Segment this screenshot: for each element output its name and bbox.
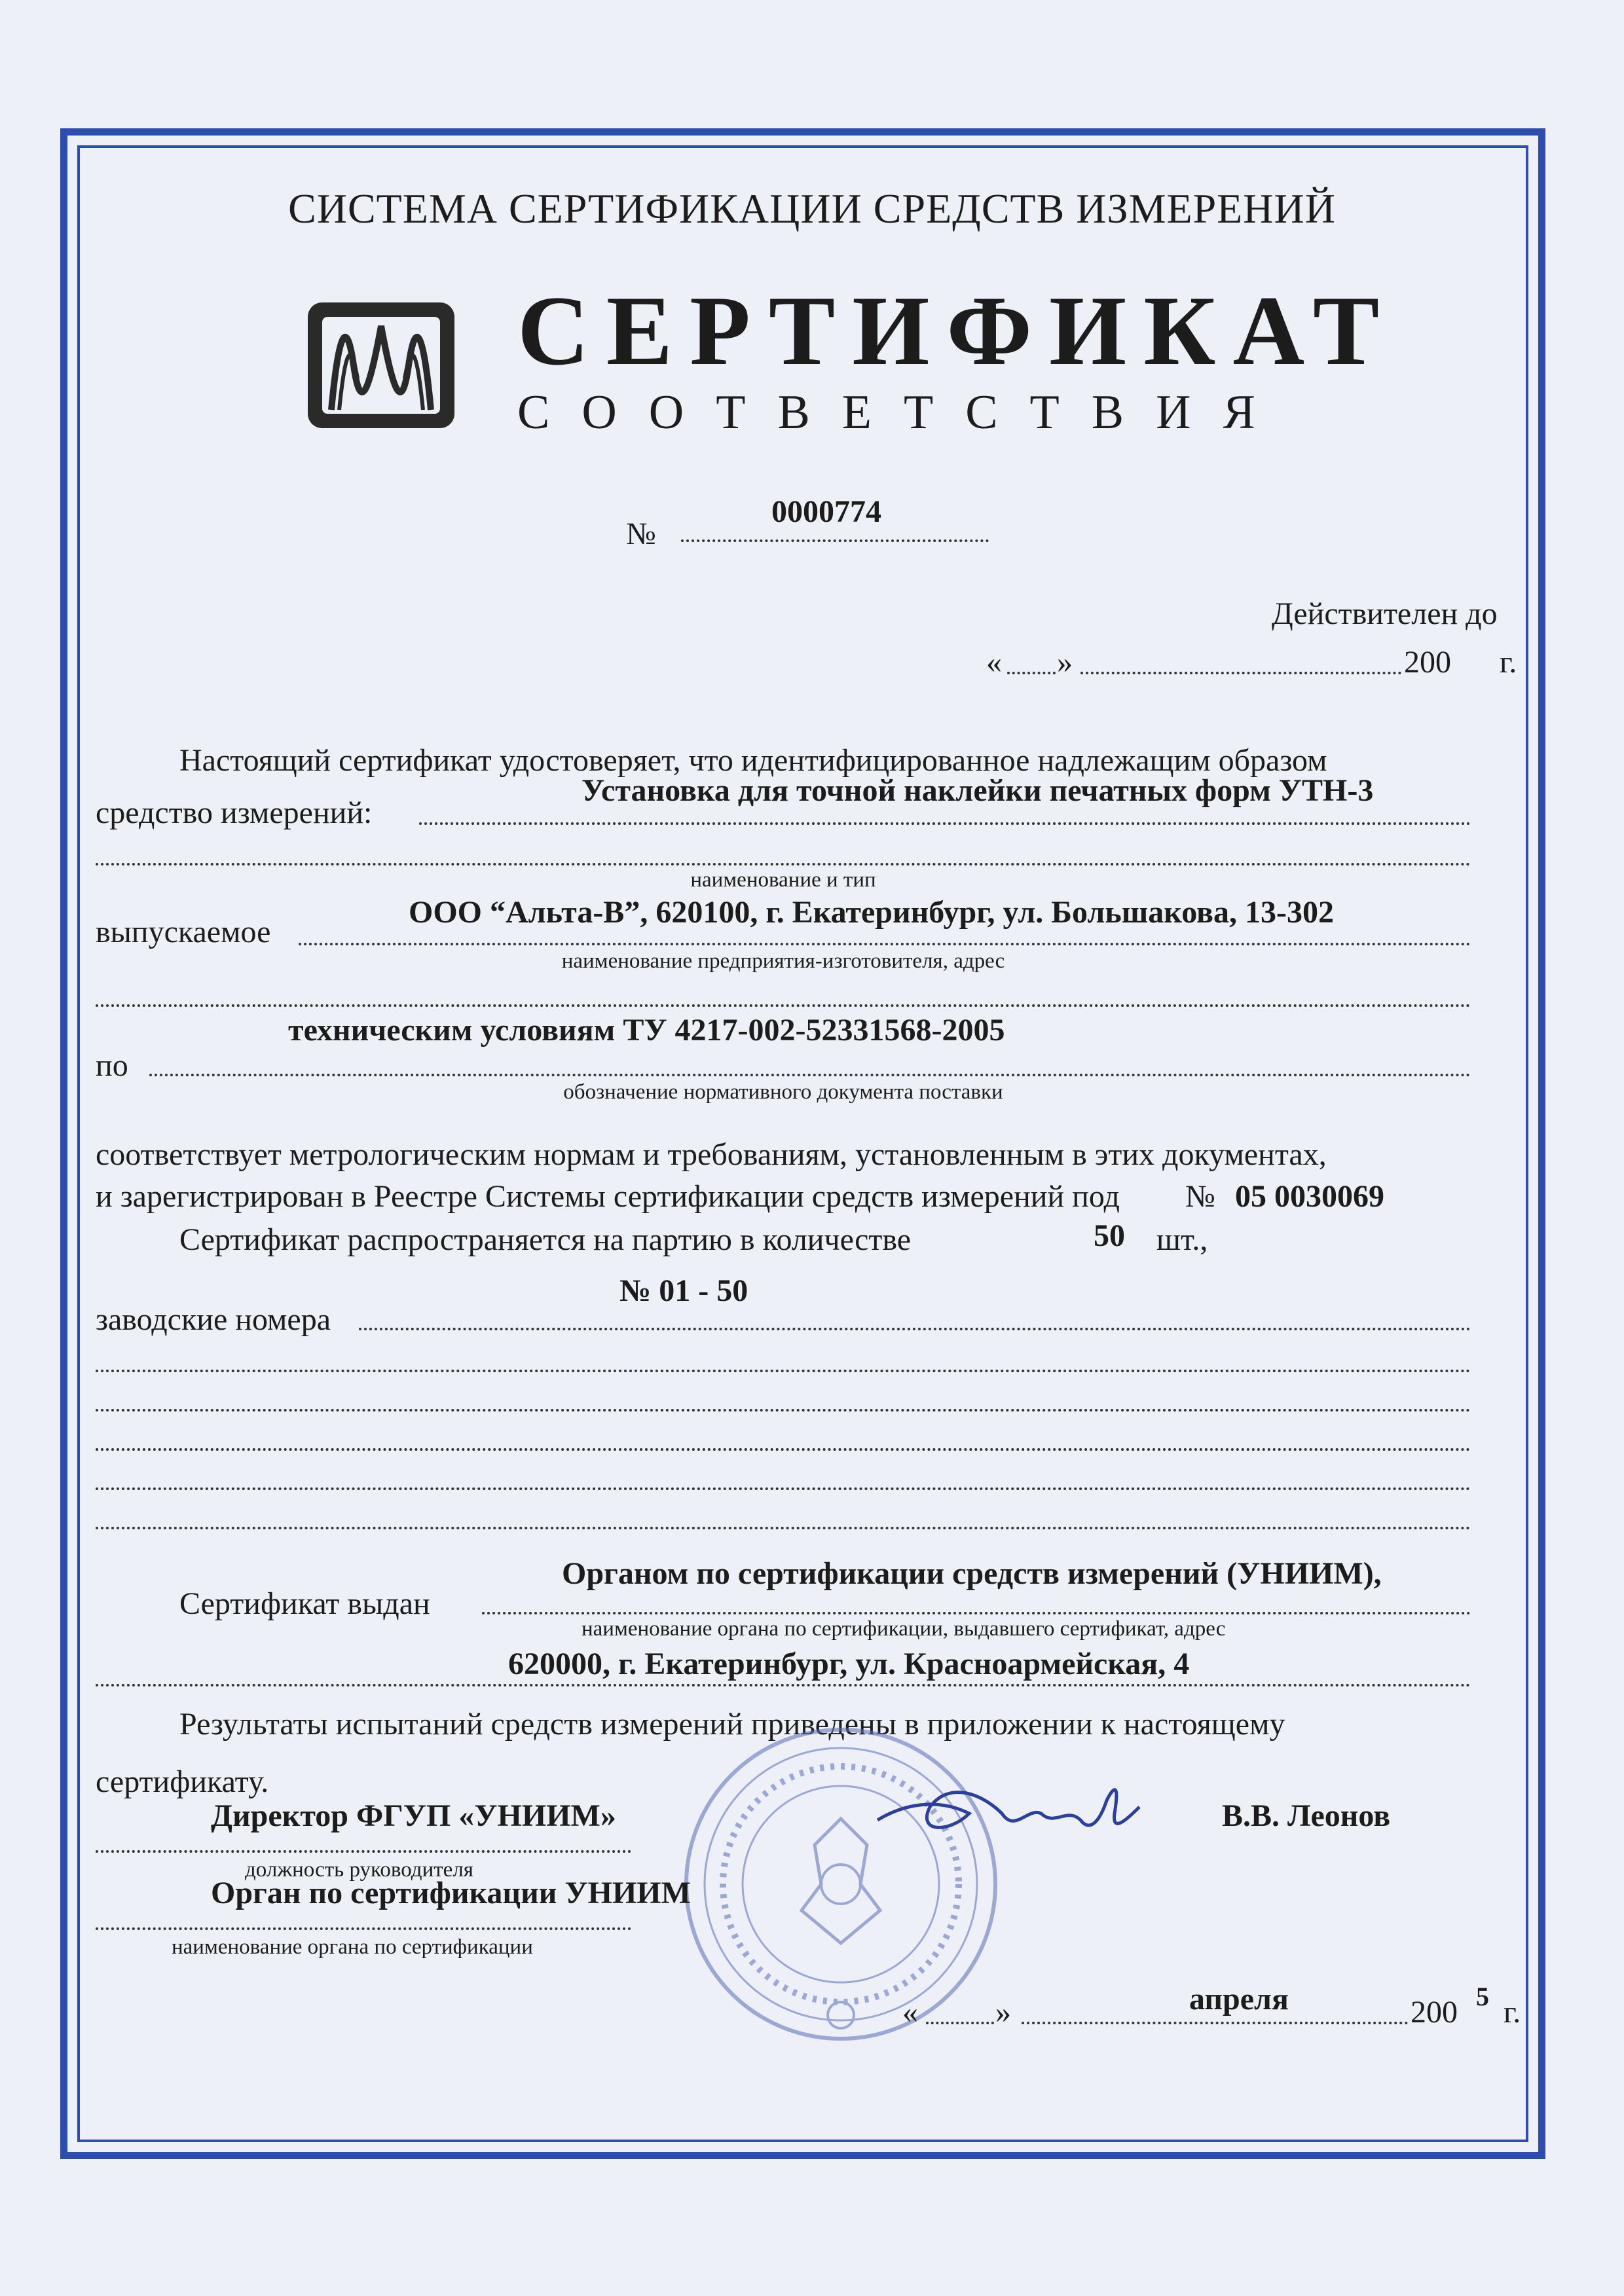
serial-dots-2 (96, 1370, 1471, 1372)
number-dots (681, 539, 989, 542)
manufacturer-value: ООО “Альта-В”, 620100, г. Екатеринбург, ул. Большакова, 13-302 (409, 895, 1334, 930)
standard-label: по (96, 1048, 128, 1083)
issued-label: Сертификат выдан (179, 1586, 430, 1621)
issued-dots-2 (96, 1684, 1471, 1686)
certification-body-dots (96, 1927, 631, 1930)
certification-body: Орган по сертификации УНИИМ (211, 1876, 691, 1910)
date-open-quote: « (902, 1995, 918, 2030)
validity-year: 200 (1404, 645, 1451, 680)
standard-value: техническим условиям ТУ 4217-002-52331568-2005 (288, 1013, 1005, 1048)
serial-value: № 01 - 50 (619, 1273, 748, 1308)
serial-dots-4 (96, 1448, 1471, 1451)
serial-dots (359, 1328, 1471, 1330)
batch-unit: шт., (1156, 1222, 1208, 1257)
director-dots (96, 1850, 631, 1853)
results-text: Результаты испытаний средств измерений приведены в приложении к настоящему (179, 1707, 1285, 1741)
registry-number: 05 0030069 (1235, 1179, 1384, 1214)
date-month: апреля (1189, 1982, 1289, 2016)
date-day-dots (926, 2022, 994, 2024)
serial-dots-3 (96, 1409, 1471, 1412)
manufacturer-dots-2 (96, 1004, 1471, 1007)
director-name: В.В. Леонов (1222, 1798, 1391, 1833)
serial-dots-5 (96, 1487, 1471, 1490)
manufacturer-dots (299, 943, 1471, 945)
date-year-digit: 5 (1476, 1982, 1489, 2011)
results-text-2: сертификату. (96, 1764, 269, 1799)
date-month-dots (1022, 2022, 1408, 2024)
instrument-dots (419, 822, 1471, 825)
handwritten-signature-icon (871, 1761, 1146, 1846)
validity-day-dots (1007, 672, 1056, 674)
issued-value: Органом по сертификации средств измерений (УНИИМ), (562, 1556, 1382, 1591)
instrument-value: Установка для точной наклейки печатных форм УТН-3 (581, 773, 1374, 808)
date-year-suffix: г. (1504, 1995, 1521, 2030)
director-position: Директор ФГУП «УНИИМ» (211, 1798, 616, 1833)
batch-quantity: 50 (1094, 1218, 1125, 1253)
date-close-quote: » (995, 1995, 1011, 2030)
validity-month-dots (1080, 672, 1401, 674)
validity-year-suffix: г. (1500, 645, 1517, 680)
standard-caption: обозначение нормативного документа поставки (563, 1080, 1003, 1104)
registry-number-label: № (1185, 1179, 1215, 1214)
certificate-title: СЕРТИФИКАТ (517, 276, 1397, 386)
batch-text: Сертификат распространяется на партию в количестве (179, 1222, 912, 1257)
validity-open-quote: « (986, 645, 1002, 680)
certification-body-caption: наименование органа по сертификации (172, 1935, 533, 1959)
validity-close-quote: » (1057, 645, 1073, 680)
issued-caption: наименование органа по сертификации, выдавшего сертификат, адрес (581, 1617, 1226, 1641)
manufacturer-label: выпускаемое (96, 915, 271, 949)
instrument-dots-2 (96, 863, 1471, 866)
standard-dots (149, 1074, 1471, 1076)
certificate-number: 0000774 (771, 494, 881, 529)
intro-text: Настоящий сертификат удостоверяет, что идентифицированное надлежащим образом (179, 743, 1327, 778)
system-title: СИСТЕМА СЕРТИФИКАЦИИ СРЕДСТВ ИЗМЕРЕНИЙ (288, 185, 1336, 232)
issued-address: 620000, г. Екатеринбург, ул. Красноармейская, 4 (508, 1647, 1190, 1681)
number-label: № (626, 517, 656, 551)
compliance-text: соответствует метрологическим нормам и требованиям, установленным в этих документах, (96, 1137, 1327, 1172)
date-year: 200 (1411, 1995, 1458, 2030)
director-position-caption: должность руководителя (245, 1858, 473, 1882)
certificate-subtitle: СООТВЕТСТВИЯ (517, 386, 1287, 439)
serial-label: заводские номера (96, 1302, 331, 1337)
manufacturer-caption: наименование предприятия-изготовителя, адрес (561, 949, 1005, 973)
serial-dots-6 (96, 1527, 1471, 1529)
registry-text: и зарегистрирован в Реестре Системы сертификации средств измерений под (96, 1179, 1120, 1214)
validity-label: Действителен до (1272, 596, 1498, 631)
issued-dots (482, 1612, 1471, 1614)
instrument-caption: наименование и тип (690, 868, 876, 892)
instrument-label: средство измерений: (96, 795, 373, 830)
certification-logo-icon (305, 300, 457, 431)
